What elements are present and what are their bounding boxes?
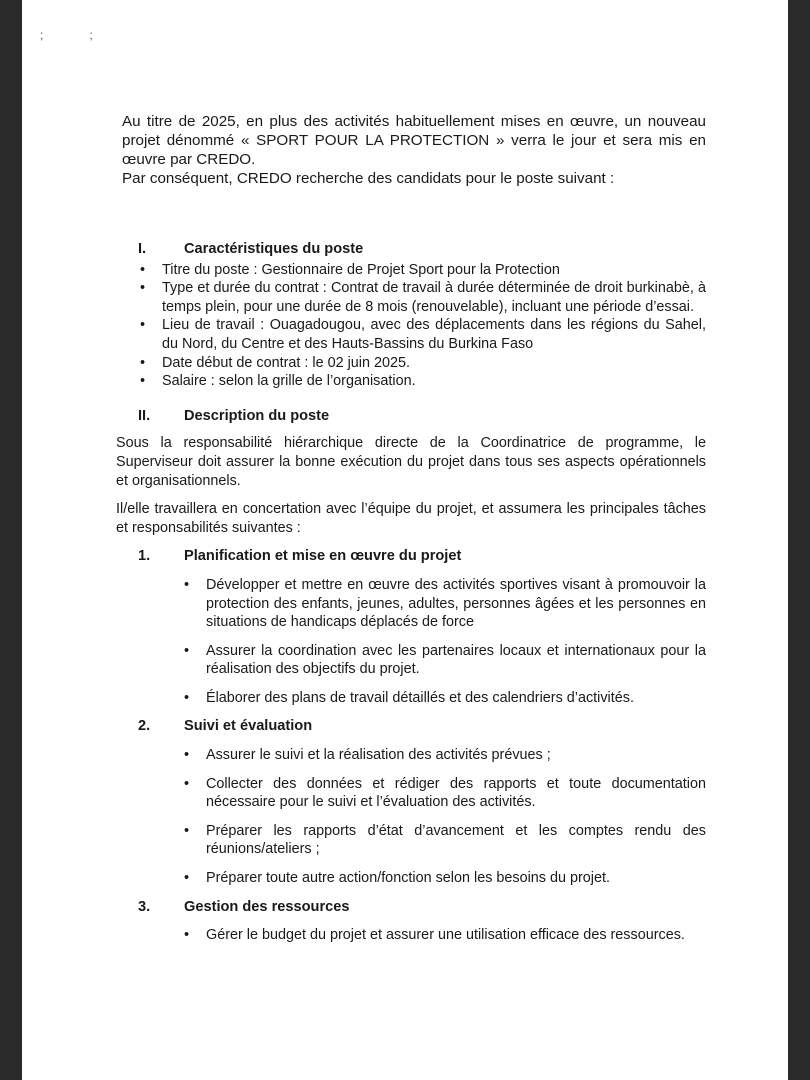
list-item: • Élaborer des plans de travail détaillés et des calendriers d’activités. — [116, 689, 706, 708]
list-item: • Préparer les rapports d’état d’avancement et les comptes rendu des réunions/ateliers ; — [116, 822, 706, 859]
paragraph: Sous la responsabilité hiérarchique directe de la Coordinatrice de programme, le Superviseur doit assurer la bonne exécution du projet dans tous ses aspects opérationnels et organisationnels. — [116, 435, 706, 489]
corner-marks — [40, 28, 135, 42]
bullet-list — [116, 746, 706, 888]
mark: ; — [89, 28, 93, 42]
list-item: • Assurer le suivi et la réalisation des activités prévues ; — [116, 746, 706, 765]
list-item: • Salaire : selon la grille de l’organisation. — [116, 372, 706, 391]
list-item: • Lieu de travail : Ouagadougou, avec des déplacements dans les régions du Sahel, du Nord, du Centre et des Hauts-Bassins du Burkina Faso — [116, 316, 706, 353]
intro — [122, 112, 706, 188]
section-heading — [116, 407, 706, 426]
section-number: II. — [138, 407, 151, 424]
list-item: • Date début de contrat : le 02 juin 2025. — [116, 354, 706, 373]
task-title: Suivi et évaluation — [184, 718, 313, 735]
section-title: Description du poste — [184, 407, 330, 424]
section-heading — [116, 240, 706, 259]
list-item: • Gérer le budget du projet et assurer une utilisation efficace des ressources. — [116, 926, 706, 945]
paragraph: Il/elle travaillera en concertation avec l’équipe du projet, et assumera les principales tâches et responsabilités suivantes : — [116, 501, 706, 536]
task-title: Gestion des ressources — [184, 898, 350, 915]
task-number: 1. — [138, 548, 151, 565]
list-item: • Collecter des données et rédiger des rapports et toute documentation nécessaire pour le suivi et l’évaluation des activités. — [116, 775, 706, 812]
section-number: I. — [138, 241, 147, 257]
task-heading — [116, 547, 706, 566]
list-item: • Préparer toute autre action/fonction selon les besoins du projet. — [116, 869, 706, 888]
content — [116, 240, 706, 945]
task-heading — [116, 717, 706, 736]
list-item: • Type et durée du contrat : Contrat de travail à durée déterminée de droit burkinabè, à temps plein, pour une durée de 8 mois (renouvelable), incluant une période d’essai. — [116, 279, 706, 316]
list-item: • Titre du poste : Gestionnaire de Projet Sport pour la Protection — [116, 261, 706, 280]
task-number: 3. — [138, 898, 151, 915]
bullet-list — [116, 261, 706, 391]
bullet-list — [116, 576, 706, 708]
list-item: • Développer et mettre en œuvre des activités sportives visant à promouvoir la protection des enfants, jeunes, adultes, personnes âgées et les personnes en situations de handicaps déplacés de force — [116, 576, 706, 632]
document-page — [22, 0, 788, 1080]
mark: ; — [40, 28, 44, 42]
intro-paragraph: Par conséquent, CREDO recherche des candidats pour le poste suivant : — [122, 170, 615, 187]
task-heading — [116, 898, 706, 917]
intro-paragraph: Au titre de 2025, en plus des activités habituellement mises en œuvre, un nouveau projet dénommé « SPORT POUR LA PROTECTION » verra le jour et sera mis en œuvre par CREDO. — [122, 113, 706, 168]
task-title: Planification et mise en œuvre du projet — [184, 548, 462, 565]
task-number: 2. — [138, 718, 151, 735]
section-title: Caractéristiques du poste — [184, 241, 364, 257]
bullet-list — [116, 926, 706, 945]
list-item: • Assurer la coordination avec les partenaires locaux et internationaux pour la réalisation des objectifs du projet. — [116, 642, 706, 679]
